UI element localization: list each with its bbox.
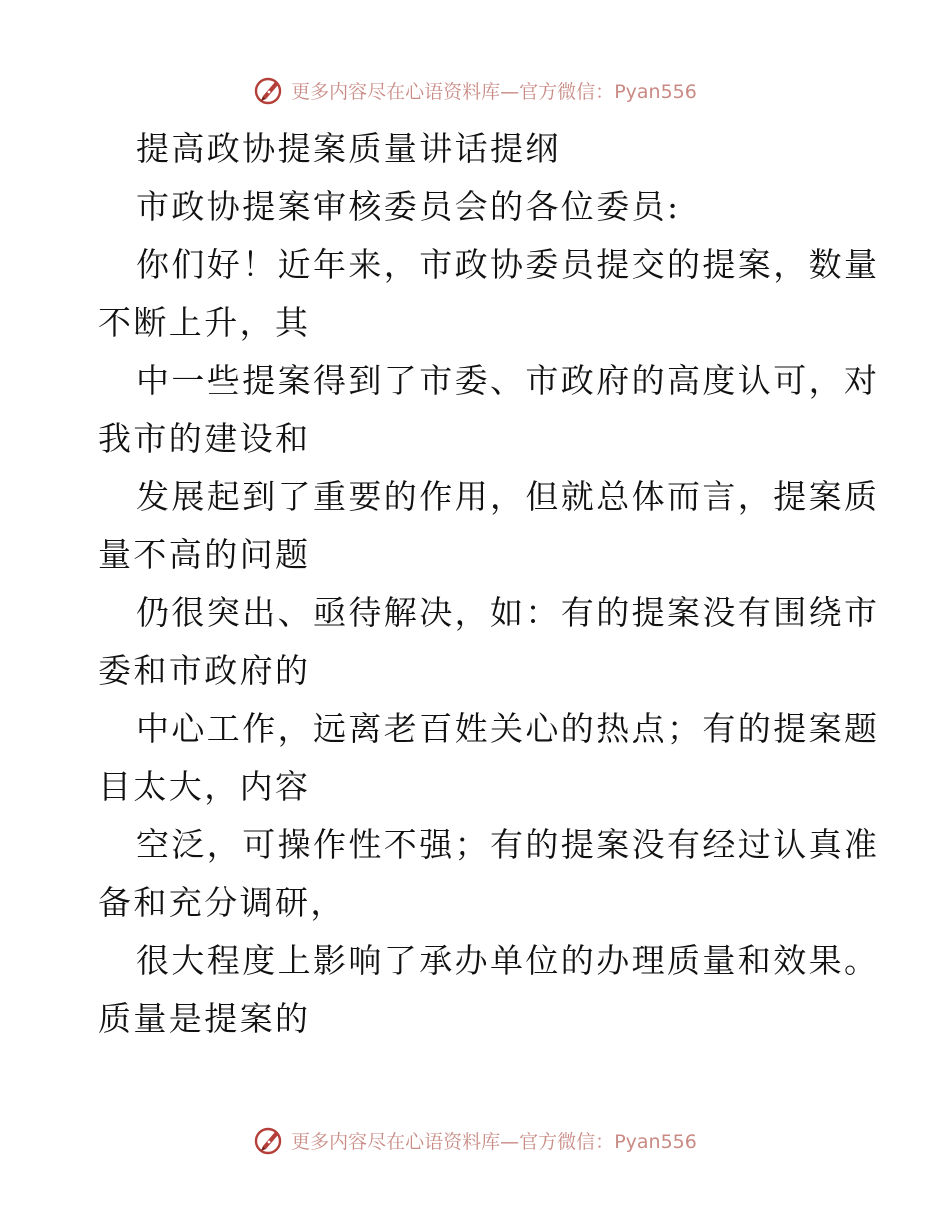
watermark-brand-text: 更多内容尽在心语资料库 (291, 1130, 501, 1153)
watermark-separator: — (500, 80, 520, 103)
text-line: 委和市政府的 (98, 651, 311, 690)
text-line: 仍很突出、亟待解决，如：有的提案没有围绕市 (136, 593, 880, 632)
text-line: 量不高的问题 (98, 535, 311, 574)
text-line: 质量是提案的 (98, 999, 311, 1038)
document-body (98, 120, 880, 1048)
pen-nib-circle-icon (253, 74, 285, 106)
watermark-separator: — (500, 1130, 520, 1153)
text-line: 不断上升，其 (98, 303, 311, 342)
text-line: 中心工作，远离老百姓关心的热点；有的提案题 (136, 709, 880, 748)
header-watermark (0, 72, 950, 108)
watermark-wechat-id: Pyan556 (614, 1130, 697, 1153)
watermark-brand-text: 更多内容尽在心语资料库 (291, 80, 501, 103)
text-line: 你们好！近年来，市政协委员提交的提案，数量 (136, 245, 880, 284)
text-line: 空泛，可操作性不强；有的提案没有经过认真准 (136, 825, 880, 864)
text-line: 我市的建设和 (98, 419, 311, 458)
text-line: 中一些提案得到了市委、市政府的高度认可，对 (136, 361, 880, 400)
watermark-wechat-label: 官方微信： (519, 1130, 615, 1153)
text-line: 目太大，内容 (98, 767, 311, 806)
pen-nib-circle-icon (253, 1124, 285, 1156)
text-line: 很大程度上影响了承办单位的办理质量和效果。 (136, 941, 880, 980)
watermark-wechat-label: 官方微信： (519, 80, 615, 103)
text-line: 市政协提案审核委员会的各位委员: (136, 187, 681, 226)
document-title: 提高政协提案质量讲话提纲 (136, 129, 561, 168)
footer-watermark (0, 1122, 950, 1158)
watermark-wechat-id: Pyan556 (614, 80, 697, 103)
text-line: 备和充分调研， (98, 883, 346, 922)
text-line: 发展起到了重要的作用，但就总体而言，提案质 (136, 477, 880, 516)
